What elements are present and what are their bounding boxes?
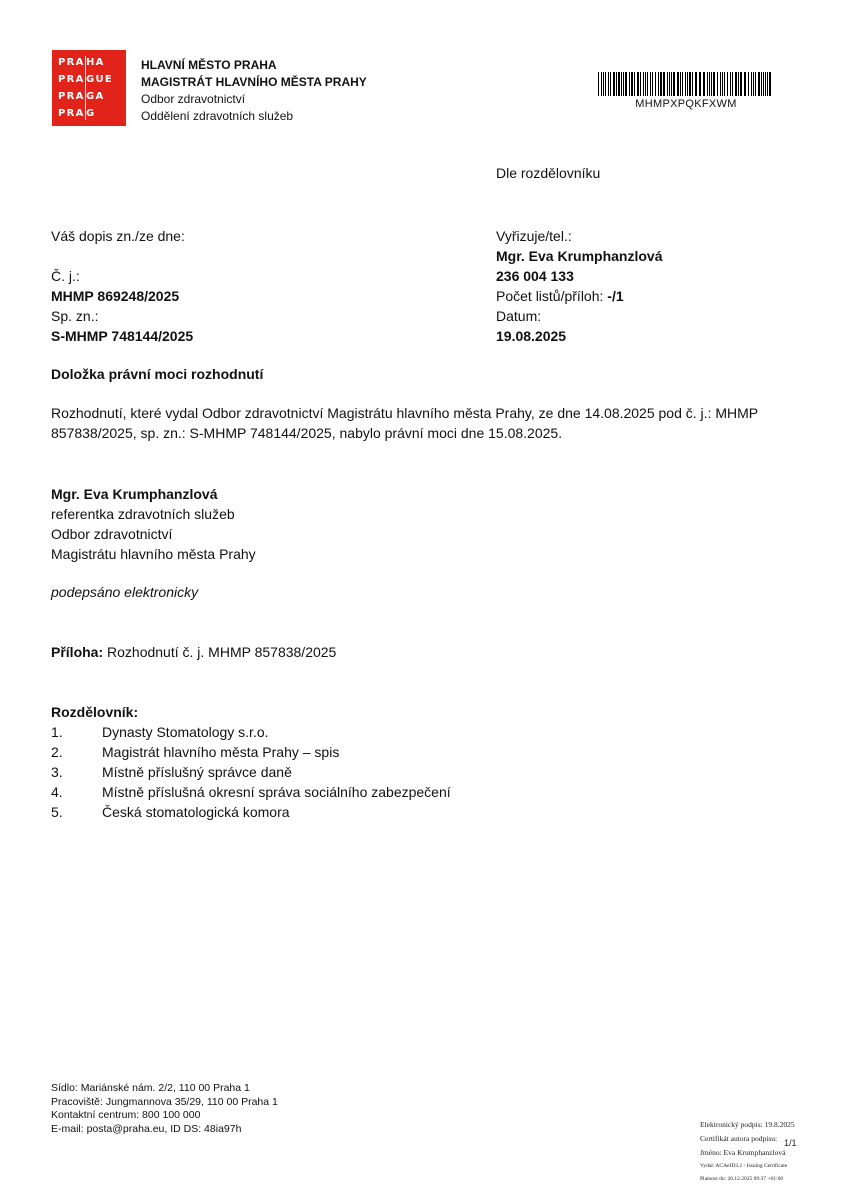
barcode-bar — [650, 72, 651, 96]
barcode-bar — [655, 72, 656, 96]
barcode-bar — [744, 72, 746, 96]
page-number: 1/1 — [784, 1138, 797, 1148]
barcode-bar — [629, 72, 630, 96]
list-item-text: Česká stomatologická komora — [102, 804, 290, 820]
footer-workplace: Pracoviště: Jungmannova 35/29, 110 00 Praha 1 — [51, 1095, 278, 1108]
org-department: Odbor zdravotnictví — [141, 92, 246, 106]
distribution-title: Rozdělovník: — [51, 704, 139, 720]
list-item — [51, 762, 451, 782]
list-item — [51, 722, 451, 742]
sheets-label: Počet listů/příloh: — [496, 288, 608, 304]
logo-text-part: GA — [86, 91, 105, 102]
footer-email: E-mail: posta@praha.eu, ID DS: 48ia97h — [51, 1122, 242, 1135]
signer-office: Magistrátu hlavního města Prahy — [51, 546, 256, 562]
org-section: Oddělení zdravotních služeb — [141, 109, 294, 123]
barcode-bar — [763, 72, 764, 96]
recipient: Dle rozdělovníku — [496, 165, 601, 181]
esig-validity: Platnost do: 20.12.2025 09:37 +01:00 — [700, 1176, 784, 1182]
signer-name: Mgr. Eva Krumphanzlová — [51, 486, 218, 502]
list-item-text: Dynasty Stomatology s.r.o. — [102, 724, 269, 740]
barcode-bar — [603, 72, 604, 96]
barcode-bar — [680, 72, 681, 96]
list-item-text: Magistrát hlavního města Prahy – spis — [102, 744, 340, 760]
barcode-bar — [601, 72, 602, 96]
handler-label: Vyřizuje/tel.: — [496, 228, 572, 244]
barcode-bar — [751, 72, 752, 96]
barcode-bar — [623, 72, 624, 96]
barcode-bar — [616, 72, 617, 96]
barcode-bar — [647, 72, 648, 96]
barcode-bar — [730, 72, 731, 96]
list-item-number: 4. — [51, 784, 63, 800]
logo-text — [58, 55, 122, 121]
barcode-bar — [645, 72, 646, 96]
barcode-bar — [722, 72, 723, 96]
signer-role: referentka zdravotních služeb — [51, 506, 235, 522]
barcode-bar — [761, 72, 762, 96]
footer-address: Sídlo: Mariánské nám. 2/2, 110 00 Praha 1 — [51, 1082, 250, 1094]
barcode-bar — [660, 72, 662, 96]
your-letter-label: Váš dopis zn./ze dne: — [51, 228, 185, 244]
list-item-number: 1. — [51, 724, 63, 740]
document-body: Rozhodnutí, které vydal Odbor zdravotnictví Magistrátu hlavního města Prahy, ze dne 14.08.2025 pod č. j.: MHMP 857838/2025, sp. zn.: S-MHMP 748144/2025, nabylo právní moci dne 15.08.2025. — [51, 405, 758, 441]
barcode-bar — [707, 72, 708, 96]
logo-text-part: HA — [86, 57, 105, 68]
barcode-bar — [767, 72, 768, 96]
reference-block — [51, 226, 193, 346]
barcode-bar — [765, 72, 766, 96]
barcode-bar — [740, 72, 742, 96]
file-number-value: S-MHMP 748144/2025 — [51, 328, 194, 344]
footer-contact-center: Kontaktní centrum: 800 100 000 — [51, 1109, 201, 1121]
list-item-text: Místně příslušný správce daně — [102, 764, 292, 780]
barcode-bar — [625, 72, 627, 96]
contact-block — [496, 226, 662, 346]
attachment-label: Příloha: — [51, 644, 104, 660]
barcode-bar — [732, 72, 733, 96]
barcode-bar — [652, 72, 653, 96]
barcode-bar — [682, 72, 683, 96]
esig-date: Elektronický podpis: 19.8.2025 — [700, 1120, 795, 1129]
list-item — [51, 782, 451, 802]
electronic-signature-stamp — [700, 1118, 795, 1186]
barcode-bar — [613, 72, 615, 96]
barcode-bar — [621, 72, 622, 96]
barcode-bar — [658, 72, 659, 96]
org-office: MAGISTRÁT HLAVNÍHO MĚSTA PRAHY — [141, 75, 367, 89]
list-item-text: Místně příslušná okresní správa sociálního zabezpečení — [102, 784, 451, 800]
logo-text-part: GUE — [86, 74, 114, 85]
barcode-bar — [634, 72, 635, 96]
barcode-bar — [738, 72, 739, 96]
barcode-text: MHMPXPQKFXWM — [635, 98, 737, 110]
handler-name: Mgr. Eva Krumphanzlová — [496, 248, 663, 264]
barcode-bar — [717, 72, 718, 96]
list-item-number: 5. — [51, 804, 63, 820]
barcode-bar — [699, 72, 701, 96]
distribution-list — [51, 722, 451, 822]
barcode-bar — [671, 72, 672, 96]
barcode-bar — [724, 72, 725, 96]
esig-cert-label: Certifikát autora podpisu: — [700, 1134, 778, 1143]
barcode-bar — [677, 72, 679, 96]
barcode-bar — [685, 72, 686, 96]
barcode-bar — [711, 72, 712, 96]
date-label: Datum: — [496, 308, 542, 324]
document-title: Doložka právní moci rozhodnutí — [51, 366, 264, 382]
ref-number-value: MHMP 869248/2025 — [51, 288, 180, 304]
sheets-row — [496, 286, 662, 306]
organization-header — [141, 57, 367, 125]
barcode-bar — [727, 72, 728, 96]
attachment — [51, 644, 336, 660]
barcode-bar — [663, 72, 665, 96]
barcode-bar — [748, 72, 749, 96]
ref-number-label: Č. j.: — [51, 268, 80, 284]
barcode-bar — [695, 72, 697, 96]
barcode-bar — [637, 72, 639, 96]
date-value: 19.08.2025 — [496, 328, 567, 344]
list-item-number: 2. — [51, 744, 63, 760]
footer-contacts — [51, 1082, 278, 1136]
sheets-value: -/1 — [607, 288, 624, 304]
spacer — [51, 246, 193, 266]
logo-text-part: PRA — [58, 108, 85, 119]
logo-text-part: PRA — [58, 74, 85, 85]
barcode-bar — [618, 72, 620, 96]
barcode-bar — [755, 72, 756, 96]
barcode-bar — [753, 72, 754, 96]
barcode-bar — [713, 72, 715, 96]
attachment-value: Rozhodnutí č. j. MHMP 857838/2025 — [103, 644, 337, 660]
barcode-bar — [758, 72, 760, 96]
esig-issuer: Vydal: ACAeID3.2 - Issuing Certificate — [700, 1163, 788, 1169]
barcode-bar — [640, 72, 641, 96]
prague-logo — [52, 50, 126, 126]
org-name: HLAVNÍ MĚSTO PRAHA — [141, 58, 277, 72]
logo-text-part: G — [86, 108, 96, 119]
barcode-bar — [610, 72, 611, 96]
barcode-bar — [720, 72, 721, 96]
file-number-label: Sp. zn.: — [51, 308, 99, 324]
signer-block — [51, 484, 256, 564]
logo-text-part: PRA — [58, 91, 85, 102]
barcode-bar — [598, 72, 599, 96]
barcode-bar — [703, 72, 705, 96]
barcode-bar — [735, 72, 737, 96]
esig-name: Jméno: Eva Krumphanzlová — [700, 1148, 786, 1157]
barcode-bar — [689, 72, 691, 96]
barcode-bar — [631, 72, 633, 96]
list-item-number: 3. — [51, 764, 63, 780]
barcode-bar — [608, 72, 609, 96]
barcode-bar — [687, 72, 688, 96]
handler-phone: 236 004 133 — [496, 268, 574, 284]
barcode-bar — [667, 72, 668, 96]
list-item — [51, 742, 451, 762]
barcode — [598, 72, 774, 96]
signed-note: podepsáno elektronicky — [51, 584, 199, 600]
barcode-bar — [692, 72, 693, 96]
barcode-bar — [669, 72, 670, 96]
list-item — [51, 802, 451, 822]
logo-text-part: PRA — [58, 57, 85, 68]
barcode-bar — [605, 72, 606, 96]
barcode-bar — [769, 72, 771, 96]
barcode-bar — [643, 72, 644, 96]
barcode-bar — [673, 72, 675, 96]
signer-department: Odbor zdravotnictví — [51, 526, 173, 542]
barcode-bar — [709, 72, 710, 96]
